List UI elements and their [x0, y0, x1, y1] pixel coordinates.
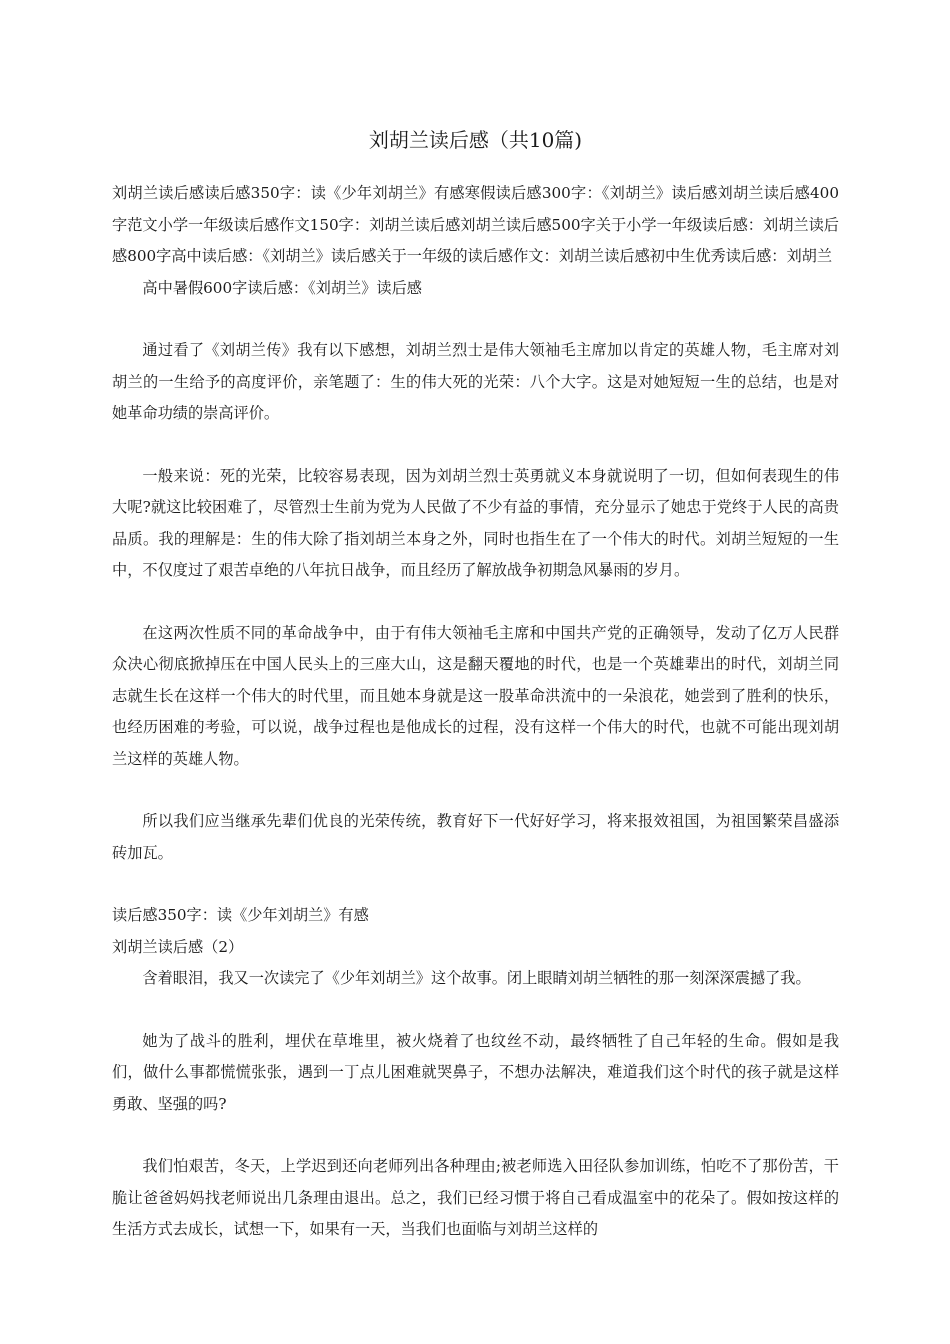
- body-paragraph: 在这两次性质不同的革命战争中，由于有伟大领袖毛主席和中国共产党的正确领导，发动了亿万人民群众决心彻底掀掉压在中国人民头上的三座大山，这是翻天覆地的时代，也是一个英雄辈出的时代，刘胡兰同志就生长在这样一个伟大的时代里，而且她本身就是这一股革命洪流中的一朵浪花，她尝到了胜利的快乐，也经历困难的考验，可以说，战争过程也是他成长的过程，没有这样一个伟大的时代，也就不可能出现刘胡兰这样的英雄人物。: [112, 623, 839, 768]
- body-paragraph: 通过看了《刘胡兰传》我有以下感想，刘胡兰烈士是伟大领袖毛主席加以肯定的英雄人物，毛主席对刘胡兰的一生给予的高度评价，亲笔题了：生的伟大死的光荣：八个大字。这是对她短短一生的总结，也是对她革命功绩的崇高评价。: [112, 341, 839, 422]
- section-heading: 读后感350字：读《少年刘胡兰》有感: [112, 906, 369, 924]
- body-paragraph: 一般来说：死的光荣，比较容易表现，因为刘胡兰烈士英勇就义本身就说明了一切，但如何表现生的伟大呢?就这比较困难了，尽管烈士生前为党为人民做了不少有益的事情，充分显示了她忠于党终于人民的高贵品质。我的理解是：生的伟大除了指刘胡兰本身之外，同时也指生在了一个伟大的时代。刘胡兰短短的一生中，不仅度过了艰苦卓绝的八年抗日战争，而且经历了解放战争初期急风暴雨的岁月。: [112, 466, 839, 579]
- body-paragraph: 含着眼泪，我又一次读完了《少年刘胡兰》这个故事。闭上眼睛刘胡兰牺牲的那一刻深深震撼了我。: [142, 969, 811, 987]
- body-paragraph: 她为了战斗的胜利，埋伏在草堆里，被火烧着了也纹丝不动，最终牺牲了自己年轻的生命。假如是我们，做什么事都慌慌张张，遇到一丁点儿困难就哭鼻子，不想办法解决，难道我们这个时代的孩子就是这样勇敢、坚强的吗?: [112, 1031, 839, 1113]
- body-paragraph: 我们怕艰苦，冬天，上学迟到还向老师列出各种理由;被老师选入田径队参加训练，怕吃不了那份苦，干脆让爸爸妈妈找老师说出几条理由退出。总之，我们已经习惯于将自己看成温室中的花朵了。假如按这样的生活方式去成长，试想一下，如果有一天，当我们也面临与刘胡兰这样的: [112, 1157, 839, 1238]
- body-paragraph: 所以我们应当继承先辈们优良的光荣传统，教育好下一代好好学习，将来报效祖国，为祖国繁荣昌盛添砖加瓦。: [112, 812, 839, 862]
- toc-paragraph: 刘胡兰读后感读后感350字：读《少年刘胡兰》有感寒假读后感300字：《刘胡兰》读后感刘胡兰读后感400字范文小学一年级读后感作文150字：刘胡兰读后感刘胡兰读后感500字关于小学一年级读后感：刘胡兰读后感800字高中读后感：《刘胡兰》读后感关于一年级的读后感作文：刘胡兰读后感初中生优秀读后感：刘胡兰: [112, 184, 839, 265]
- document-title: 刘胡兰读后感（共10篇): [368, 128, 583, 152]
- document-body: [112, 120, 839, 1246]
- section-heading: 刘胡兰读后感（2）: [112, 937, 244, 956]
- subtitle-paragraph: 高中暑假600字读后感：《刘胡兰》读后感: [142, 278, 422, 297]
